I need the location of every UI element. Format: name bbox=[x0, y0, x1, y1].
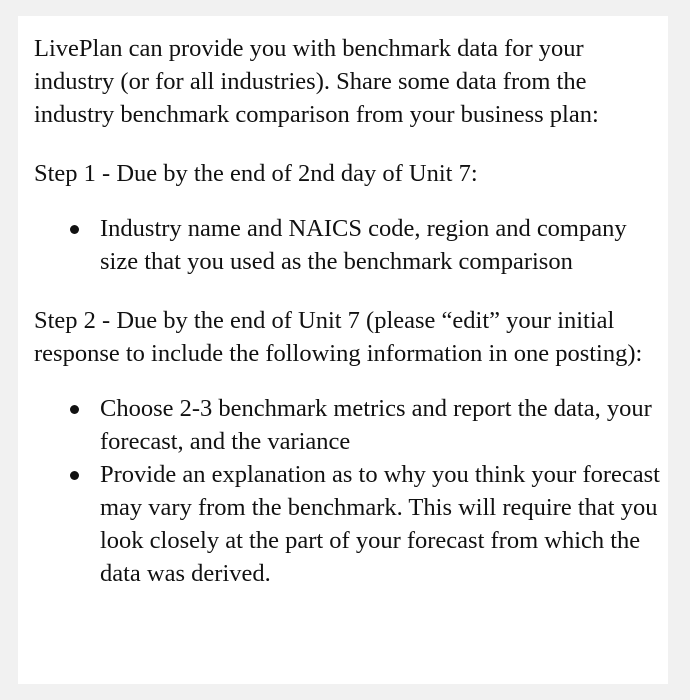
step1-heading: Step 1 - Due by the end of 2nd day of Unit 7: bbox=[34, 160, 478, 187]
step2-heading: Step 2 - Due by the end of Unit 7 (please “edit” your initial response to include the following information in one posting): bbox=[34, 307, 643, 367]
list-item bbox=[34, 392, 664, 458]
step1-list bbox=[34, 212, 664, 278]
list-item bbox=[34, 212, 664, 278]
step2-list bbox=[34, 392, 664, 590]
list-item-text: Industry name and NAICS code, region and company size that you used as the benchmark comparison bbox=[100, 215, 627, 275]
bullet-icon bbox=[70, 225, 79, 234]
bullet-icon bbox=[70, 471, 79, 480]
list-item-text: Choose 2-3 benchmark metrics and report the data, your forecast, and the variance bbox=[100, 395, 652, 455]
list-item bbox=[34, 458, 664, 590]
intro-paragraph: LivePlan can provide you with benchmark data for your industry (or for all industries). Share some data from the industry benchmark comparison from your business plan: bbox=[34, 35, 599, 128]
document-content bbox=[34, 32, 664, 590]
list-item-text: Provide an explanation as to why you think your forecast may vary from the benchmark. This will require that you look closely at the part of your forecast from which the data was derived. bbox=[100, 461, 660, 587]
bullet-icon bbox=[70, 405, 79, 414]
